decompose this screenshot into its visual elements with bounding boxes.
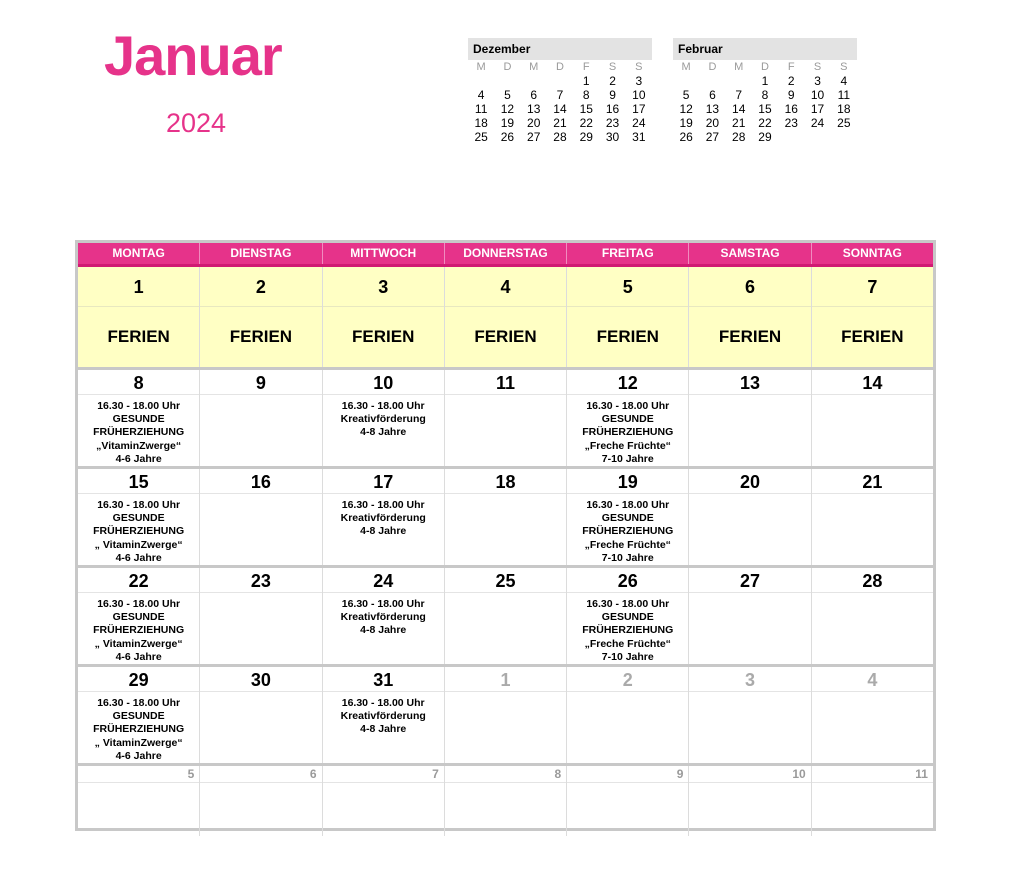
event-line: 16.30 - 18.00 Uhr	[341, 697, 425, 709]
day-number: 25	[445, 568, 566, 593]
mini-day: 11	[837, 88, 851, 102]
mini-day: 29	[579, 130, 593, 144]
day-cell[interactable]	[812, 568, 933, 664]
mini-day: 7	[556, 88, 564, 102]
mini-day: 7	[735, 88, 743, 102]
weekday-header: MITTWOCH	[323, 243, 445, 264]
mini-week-row	[673, 74, 857, 88]
holiday-label: FERIEN	[596, 327, 659, 346]
event-line: FRÜHERZIEHUNG	[93, 624, 185, 637]
day-number: 15	[78, 469, 199, 494]
event-entry[interactable]	[78, 494, 199, 565]
mini-week-row	[673, 88, 857, 102]
mini-day: 16	[605, 102, 620, 116]
mini-day: 10	[810, 88, 825, 102]
day-cell[interactable]	[689, 667, 811, 763]
weekday-header: SAMSTAG	[689, 243, 811, 264]
mini-day: 2	[787, 74, 795, 88]
day-cell[interactable]	[323, 267, 445, 367]
day-number: 3	[689, 667, 810, 692]
event-entry[interactable]	[567, 395, 688, 466]
day-number: 22	[78, 568, 199, 593]
holiday-label: FERIEN	[474, 327, 537, 346]
mini-weekday-row	[673, 60, 857, 74]
mini-day: 25	[474, 130, 488, 144]
event-line: „ VitaminZwerge“	[94, 637, 183, 650]
day-cell[interactable]	[812, 267, 933, 367]
day-number: 1	[78, 267, 199, 307]
mini-day: 14	[732, 102, 746, 116]
holiday-label: FERIEN	[841, 327, 904, 346]
mini-day: 19	[679, 116, 693, 130]
mini-day: 5	[682, 88, 690, 102]
event-entry[interactable]	[323, 593, 444, 638]
mini-day: 5	[504, 88, 511, 102]
day-number: 30	[200, 667, 321, 692]
event-line: „ VitaminZwerge“	[94, 538, 183, 551]
event-line: 16.30 - 18.00 Uhr	[586, 499, 670, 511]
mini-day: 23	[784, 116, 798, 130]
mini-weekday-row	[468, 60, 652, 74]
mini-weekday: D	[761, 61, 769, 73]
day-cell[interactable]	[200, 568, 322, 664]
event-line: FRÜHERZIEHUNG	[93, 723, 185, 736]
day-cell[interactable]	[78, 469, 200, 565]
mini-weekday: M	[476, 61, 486, 73]
event-line: FRÜHERZIEHUNG	[93, 426, 185, 439]
mini-day: 31	[632, 130, 646, 144]
mini-day	[831, 130, 857, 144]
mini-day: 9	[787, 88, 795, 102]
mini-day: 15	[579, 102, 593, 116]
mini-day	[673, 74, 699, 88]
month-calendar-grid	[75, 240, 936, 831]
event-line: 16.30 - 18.00 Uhr	[341, 499, 425, 511]
mini-week-row	[468, 130, 652, 144]
event-line: FRÜHERZIEHUNG	[582, 624, 674, 637]
day-cell[interactable]	[445, 469, 567, 565]
mini-weekday: S	[813, 61, 822, 73]
mini-weekday: F	[582, 61, 590, 73]
mini-calendar-title: Februar	[673, 38, 857, 60]
mini-day: 13	[527, 102, 541, 116]
mini-day: 17	[810, 102, 825, 116]
holiday-label: FERIEN	[229, 327, 293, 346]
mini-day: 20	[705, 116, 720, 130]
mini-weekday: S	[635, 61, 643, 73]
day-cell[interactable]	[445, 667, 567, 763]
mini-day: 18	[837, 102, 851, 116]
week-row	[78, 667, 933, 766]
mini-day: 21	[732, 116, 746, 130]
day-cell[interactable]	[200, 370, 322, 466]
mini-week-row	[673, 102, 857, 116]
week-row	[78, 267, 933, 370]
day-cell[interactable]	[567, 469, 689, 565]
event-line: 7-10 Jahre	[601, 551, 654, 564]
mini-day: 10	[632, 88, 646, 102]
holiday-label: FERIEN	[352, 327, 415, 346]
event-line: 16.30 - 18.00 Uhr	[586, 400, 670, 412]
event-line: 16.30 - 18.00 Uhr	[341, 400, 425, 412]
event-line: 16.30 - 18.00 Uhr	[341, 598, 425, 610]
event-entry[interactable]	[78, 395, 199, 466]
weekday-header: SONNTAG	[842, 246, 902, 260]
week-row	[78, 568, 933, 667]
day-number: 4	[445, 267, 566, 307]
event-line: 4-6 Jahre	[115, 650, 162, 663]
mini-day: 24	[632, 116, 646, 130]
day-cell[interactable]	[812, 370, 933, 466]
day-number: 31	[323, 667, 444, 692]
day-number: 2	[567, 667, 688, 692]
mini-day: 25	[837, 116, 851, 130]
day-number: 3	[323, 267, 444, 307]
mini-day: 8	[582, 88, 590, 102]
mini-day	[521, 74, 547, 88]
mini-day: 24	[810, 116, 825, 130]
mini-weekday: D	[503, 61, 512, 73]
event-line: FRÜHERZIEHUNG	[582, 426, 674, 439]
event-line: „Freche Früchte“	[584, 637, 671, 650]
day-number: 4	[812, 667, 933, 692]
day-number: 23	[200, 568, 321, 593]
mini-weekday: M	[529, 61, 539, 73]
day-number: 2	[200, 267, 321, 307]
event-line: GESUNDE	[112, 710, 165, 723]
mini-weekday: M	[681, 61, 691, 73]
next-month-day	[200, 766, 322, 836]
mini-day: 23	[605, 116, 620, 130]
mini-day: 22	[579, 116, 593, 130]
day-cell[interactable]	[689, 267, 811, 367]
event-line: 4-6 Jahre	[115, 452, 162, 465]
event-entry[interactable]	[323, 494, 444, 539]
mini-day	[494, 74, 520, 88]
next-month-day-number: 9	[567, 766, 688, 783]
mini-day	[468, 74, 494, 88]
event-line: Kreativförderung	[340, 611, 426, 624]
mini-day: 1	[761, 74, 769, 88]
mini-weekday: S	[608, 61, 617, 73]
holiday-label: FERIEN	[718, 327, 782, 346]
next-month-day	[689, 766, 811, 836]
next-month-day-number: 11	[812, 766, 933, 783]
next-month-row	[78, 766, 933, 836]
mini-day: 27	[705, 130, 720, 144]
event-line: GESUNDE	[601, 512, 654, 525]
event-entry[interactable]	[323, 692, 444, 737]
next-month-day-number: 6	[200, 766, 321, 783]
event-line: 16.30 - 18.00 Uhr	[586, 598, 670, 610]
mini-calendar-december	[468, 38, 652, 144]
mini-day: 1	[582, 74, 590, 88]
event-line: 16.30 - 18.00 Uhr	[97, 598, 181, 610]
event-line: GESUNDE	[601, 413, 654, 426]
event-line: 4-8 Jahre	[360, 624, 407, 637]
day-number: 21	[812, 469, 933, 494]
next-month-day	[323, 766, 445, 836]
mini-day: 20	[527, 116, 541, 130]
day-cell[interactable]	[812, 469, 933, 565]
weekday-header: DIENSTAG	[200, 243, 322, 264]
mini-calendar-weeks	[673, 74, 857, 144]
event-line: GESUNDE	[112, 413, 165, 426]
event-line: FRÜHERZIEHUNG	[93, 525, 185, 538]
mini-day: 9	[609, 88, 616, 102]
mini-weekday: F	[787, 61, 795, 73]
event-line: Kreativförderung	[340, 413, 426, 426]
day-number: 14	[812, 370, 933, 395]
event-line: Kreativförderung	[340, 512, 426, 525]
day-cell[interactable]	[323, 469, 445, 565]
event-line: GESUNDE	[112, 611, 165, 624]
mini-day: 29	[758, 130, 772, 144]
mini-day: 30	[605, 130, 620, 144]
day-number: 27	[689, 568, 810, 593]
day-cell[interactable]	[567, 667, 689, 763]
day-number: 20	[689, 469, 810, 494]
mini-weekday: S	[840, 61, 848, 73]
event-line: 4-8 Jahre	[360, 426, 407, 439]
mini-week-row	[468, 116, 652, 130]
event-line: 4-8 Jahre	[360, 525, 407, 538]
mini-day: 12	[500, 102, 515, 116]
mini-day	[726, 74, 752, 88]
day-cell[interactable]	[812, 667, 933, 763]
day-number: 26	[567, 568, 688, 593]
day-number: 29	[78, 667, 199, 692]
next-month-day	[78, 766, 200, 836]
mini-weekday: M	[734, 61, 744, 73]
mini-day	[547, 74, 573, 88]
event-entry[interactable]	[323, 395, 444, 440]
mini-weekday: D	[708, 61, 717, 73]
day-cell[interactable]	[200, 469, 322, 565]
mini-day: 28	[553, 130, 567, 144]
event-line: „Freche Früchte“	[584, 538, 671, 551]
day-cell[interactable]	[200, 667, 322, 763]
event-line: FRÜHERZIEHUNG	[582, 525, 674, 538]
day-cell[interactable]	[78, 568, 200, 664]
mini-day	[804, 130, 830, 144]
event-line: 4-8 Jahre	[360, 723, 407, 736]
day-cell[interactable]	[323, 370, 445, 466]
mini-day: 4	[840, 74, 848, 88]
weeks-container	[78, 267, 933, 766]
day-number: 6	[689, 267, 810, 307]
day-number: 5	[567, 267, 688, 307]
day-number: 1	[445, 667, 566, 692]
event-line: 7-10 Jahre	[601, 650, 654, 663]
day-cell[interactable]	[200, 267, 322, 367]
day-number: 28	[812, 568, 933, 593]
day-cell[interactable]	[689, 370, 811, 466]
mini-day	[778, 130, 804, 144]
day-number: 17	[323, 469, 444, 494]
mini-week-row	[673, 116, 857, 130]
day-number: 12	[567, 370, 688, 395]
mini-calendar-weeks	[468, 74, 652, 144]
holiday-label: FERIEN	[107, 327, 170, 346]
event-line: 4-6 Jahre	[115, 551, 162, 564]
next-month-day-number: 5	[78, 766, 199, 783]
event-entry[interactable]	[567, 593, 688, 664]
day-number: 9	[200, 370, 321, 395]
mini-day: 21	[553, 116, 567, 130]
day-cell[interactable]	[567, 568, 689, 664]
mini-day: 3	[635, 74, 643, 88]
event-entry[interactable]	[567, 494, 688, 565]
day-cell[interactable]	[689, 568, 811, 664]
day-cell[interactable]	[445, 370, 567, 466]
mini-day: 26	[679, 130, 693, 144]
mini-day: 2	[609, 74, 616, 88]
next-month-day-number: 8	[445, 766, 566, 783]
day-cell[interactable]	[323, 568, 445, 664]
week-row	[78, 370, 933, 469]
event-line: Kreativförderung	[340, 710, 426, 723]
event-line: 16.30 - 18.00 Uhr	[97, 400, 181, 412]
mini-day: 3	[814, 74, 821, 88]
weekday-header: MONTAG	[78, 243, 200, 264]
mini-day: 13	[705, 102, 720, 116]
day-number: 8	[78, 370, 199, 395]
event-line: 7-10 Jahre	[601, 452, 654, 465]
event-line: GESUNDE	[112, 512, 165, 525]
day-cell[interactable]	[78, 267, 200, 367]
mini-day: 22	[758, 116, 772, 130]
event-line: „ VitaminZwerge“	[94, 736, 183, 749]
day-number: 7	[812, 267, 933, 307]
mini-week-row	[468, 74, 652, 88]
day-number: 10	[323, 370, 444, 395]
mini-day: 8	[761, 88, 769, 102]
mini-weekday: D	[556, 61, 564, 73]
mini-week-row	[673, 130, 857, 144]
day-cell[interactable]	[78, 370, 200, 466]
mini-day: 28	[732, 130, 746, 144]
mini-day	[699, 74, 725, 88]
mini-day: 19	[500, 116, 515, 130]
weekday-header-row	[78, 243, 933, 267]
mini-week-row	[468, 88, 652, 102]
week-row	[78, 469, 933, 568]
mini-day: 17	[632, 102, 646, 116]
next-month-day-number: 7	[323, 766, 444, 783]
mini-day: 12	[679, 102, 693, 116]
month-title: Januar	[104, 24, 282, 87]
mini-day: 26	[500, 130, 515, 144]
day-cell[interactable]	[445, 267, 567, 367]
next-month-day	[812, 766, 933, 836]
event-line: 16.30 - 18.00 Uhr	[97, 499, 181, 511]
mini-day: 14	[553, 102, 567, 116]
event-entry[interactable]	[78, 593, 199, 664]
day-number: 24	[323, 568, 444, 593]
day-cell[interactable]	[567, 267, 689, 367]
mini-day: 27	[527, 130, 541, 144]
mini-day: 6	[709, 88, 716, 102]
day-number: 11	[445, 370, 566, 395]
mini-day: 16	[784, 102, 798, 116]
weekday-header: FREITAG	[567, 243, 689, 264]
next-month-day	[567, 766, 689, 836]
day-cell[interactable]	[78, 667, 200, 763]
mini-day: 11	[474, 102, 488, 116]
day-cell[interactable]	[567, 370, 689, 466]
mini-day: 18	[474, 116, 488, 130]
mini-calendar-february	[673, 38, 857, 144]
mini-week-row	[468, 102, 652, 116]
mini-calendar-title: Dezember	[468, 38, 652, 60]
event-line: 16.30 - 18.00 Uhr	[97, 697, 181, 709]
day-cell[interactable]	[689, 469, 811, 565]
next-month-day	[445, 766, 567, 836]
day-cell[interactable]	[323, 667, 445, 763]
day-number: 18	[445, 469, 566, 494]
day-cell[interactable]	[445, 568, 567, 664]
event-line: „Freche Früchte“	[584, 439, 671, 452]
year-label: 2024	[166, 108, 227, 138]
event-entry[interactable]	[78, 692, 199, 763]
day-number: 16	[200, 469, 321, 494]
mini-day: 15	[758, 102, 772, 116]
mini-day: 4	[477, 88, 485, 102]
day-number: 19	[567, 469, 688, 494]
day-number: 13	[689, 370, 810, 395]
mini-day: 6	[530, 88, 538, 102]
event-line: „VitaminZwerge“	[96, 439, 182, 452]
event-line: GESUNDE	[601, 611, 654, 624]
event-line: 4-6 Jahre	[115, 749, 162, 762]
next-month-day-number: 10	[689, 766, 810, 783]
weekday-header: DONNERSTAG	[445, 243, 567, 264]
